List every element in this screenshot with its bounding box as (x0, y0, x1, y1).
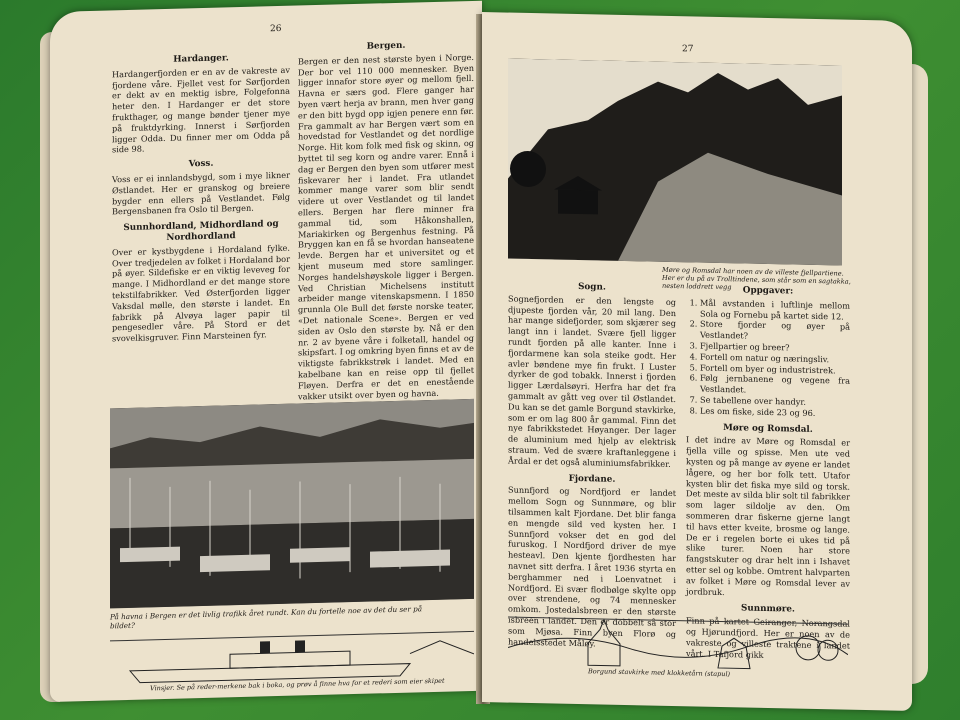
task-item: 6. Følg jernbanene og vegene fra Vestlandet. (700, 373, 850, 398)
text-fjordane: Sunnfjord og Nordfjord er landet mellom Sogn og Sunnmøre, og blir tilsammen kalt Fjordane. Det blir fanga en mengde sild ved kysten her. I Sunnfjord vokser det en god del furuskog. I Nordfjord driver de mye hesteavl. Den kjente fjordhesten har navnet sitt derfra. I året 1936 styrta en berghammer ned i Loenvatnet i Nordfjord. Ei svær flodbølge skylte opp over strendene, og 74 mennesker omkom. Jostedalsbreen er den største isbreen i landet. Den er dobbelt så stor som Mjøsa. Finn byen Florø og handelsstedet Måløy. (508, 484, 676, 648)
task-item: 3. Fjellpartier og breer? (700, 341, 850, 355)
right-column-1 (508, 275, 676, 651)
text-voss: Voss er ei innlandsbygd, som i mye likner Østlandet. Her er granskog og breiere bygder enn ellers på Vestlandet. Følg Bergensbanen fra Oslo til Bergen. (112, 169, 290, 217)
heading-hardanger: Hardanger. (173, 53, 229, 65)
caption-trolltindene: Møre og Romsdal har noen av de villeste fjellpartiene. Her er du på av Trolltindene, som står som en sagtakka, nesten loddrett vegg (662, 265, 851, 292)
heading-fjordane: Fjordane. (568, 473, 616, 485)
open-book (30, 4, 930, 716)
mountain-photo-image (508, 59, 842, 266)
drawing-ship (110, 631, 474, 698)
heading-sunnmore: Sunnmøre. (740, 603, 795, 615)
right-column-2 (686, 278, 850, 662)
task-item: 5. Fortell om byer og industristrek. (700, 362, 850, 376)
harbour-photo-image (110, 399, 474, 609)
task-item: 1. Mål avstanden i luftlinje mellom Sola og Fornebu på kartet side 12. (700, 297, 850, 322)
text-more-romsdal: I det indre av Møre og Romsdal er fjella ville og spisse. Men ute ved kysten og på mange av øyene er landet lågere, og her bor folk tett. Utafor kysten blir det fiska mye sild og torsk. Det meste av silda blir solt til fabrikker som lager sildolje av den. Om sommeren drar fiskerne gjerne langt til havs etter kveite, brosme og lange. De er i regelen borte ei ukes tid på slike turer. Noen har store fangstskuter og drar helt inn i Ishavet etter sel og kobbe. Omtrent halvparten av folket i Møre og Romsdal lever av jordbruk. (686, 434, 850, 597)
heading-oppgaver: Oppgaver: (742, 285, 794, 297)
photo-trolltindene (508, 59, 842, 266)
text-sunnmore: Finn på kartet Geiranger, Norangsdal og Hjørundfjord. Her er noen av de vakreste og villeste traktene i landet vårt. I Tafjord gikk (686, 615, 850, 660)
caption-ship-drawing: Vinsjer. Se på reder-merkene bak i boka, og prøv å finne hva for et rederi som eier skipet (150, 676, 445, 693)
task-list (686, 297, 850, 419)
left-page (50, 1, 482, 702)
heading-bergen: Bergen. (366, 40, 406, 52)
heading-sogn: Sogn. (578, 282, 606, 293)
page-number-left: 26 (270, 23, 282, 35)
photo-bergen-harbour (110, 399, 474, 609)
task-item: 8. Les om fiske, side 23 og 96. (700, 405, 850, 419)
right-page (482, 12, 912, 711)
page-number-right: 27 (682, 44, 694, 55)
task-item: 7. Se tabellene over handyr. (700, 395, 850, 409)
text-sogn: Sognefjorden er den lengste og djupeste fjorden vår, 20 mil lang. Den har mange sidefjorder, som skjærer seg langt inn i landet. Svære fjell ligger rundt fjorden på alle kanter. Inne i fjordarmene kan sola steike godt. Her avler bøndene mye fin frukt. I Luster dyrker de god tobakk. Innerst i fjorden ligger Lærdalsøyri. Herfra har det fra gammalt av gått veg over til Østlandet. Du kan se det gamle Borgund stavkirke, som er om lag 800 år gammal. Finn det nye fabrikkstedet Høyanger. Der lager de aluminium med hjelp av elektrisk straum. Ved de svære kraftanleggene i Årdal er det også aluminiumsfabrikker. (508, 293, 676, 469)
task-item: 2. Store fjorder og øyer på Vestlandet? (700, 319, 850, 344)
drawing-stave-church (508, 617, 848, 685)
heading-voss: Voss. (188, 158, 214, 170)
text-hardanger: Hardangerfjorden er en av de vakreste av fjordene våre. Fjellet vest for Sørfjorden er dekt av en mektig isbre, Folgefonna heter den. I Hardanger er det store frukthager, og mange bønder tjener mye på fruktdyrking. Innerst i Sørfjorden ligger Odda. Du finner mer om Odda på side 98. (112, 64, 290, 155)
caption-bergen-photo: På havna i Bergen er det livlig trafikk året rundt. Kan du fortelle noe av det du ser på bildet? (110, 604, 423, 631)
stave-church-illustration (508, 618, 848, 673)
text-hordaland: Over er kystbygdene i Hordaland fylke. Over tredjedelen av folket i Hordaland bor på øyer. Sildefiske er en viktig leveveg for mange. I Midhordland er det mange store tekstilfabrikker. Ved Østerfjorden ligger Vaksdal mølle, den største i landet. En fabrikk på Alvøya lager papir til pengesedler våre. På Stord er det svovelkisgruver. Finn Marsteinen fyr. (112, 242, 290, 344)
left-column-2 (298, 33, 474, 402)
caption-stave-church: Borgund stavkirke med klokketårn (stapul) (588, 667, 731, 679)
heading-more-romsdal: Møre og Romsdal. (723, 422, 813, 435)
text-bergen: Bergen er den nest største byen i Norge. Der bor vel 110 000 mennesker. Byen ligger innafor store øyer og mellom fjell. Havna er særs god. Flere ganger har byen vært herja av brann, men hver gang er den bitt bygd opp igjen penere enn før. Fra gammalt av har Bergen vært som en hovedstad for Vestlandet og det nordlige Norge. Hit kom folk med fisk og skinn, og byttet til seg korn og andre varer. Ennå i dag er Bergen den byen som utfører mest fiskevarer her i landet. Fra utlandet kommer mange varer som blir sendt videre ut over Vestlandet og til landet ellers. Bergen har flere minner fra gammal tid, som Håkonshallen, Mariakirken og Bergenhus festning. På Bryggen kan en få se hvordan hanseatene levde. Bergen har et universitet og et kjent museum med store samlinger. Norges handelshøyskole ligger i Bergen. Ved Christian Michelsens institutt arbeider mange vitenskapsmenn. I 1850 grunnla Ole Bull det første norske teater, «Det nationale Scene». Bergen er ved siden av Oslo den største by. Nå er den nr. 2 av byene våre i folketall, handel og skipsfart. I og omkring byen finns et av de viktigste fabrikkstrøk i landet. Med en kabelbane kan en reise opp til fjellet Fløyen. Derfra er det en enestående vakker utsikt over byen og havna. (298, 51, 474, 402)
left-column-1 (112, 46, 290, 345)
task-item: 4. Fortell om natur og næringsliv. (700, 351, 850, 365)
heading-hordaland: Sunnhordland, Midhordland og Nordhordland (123, 219, 279, 243)
